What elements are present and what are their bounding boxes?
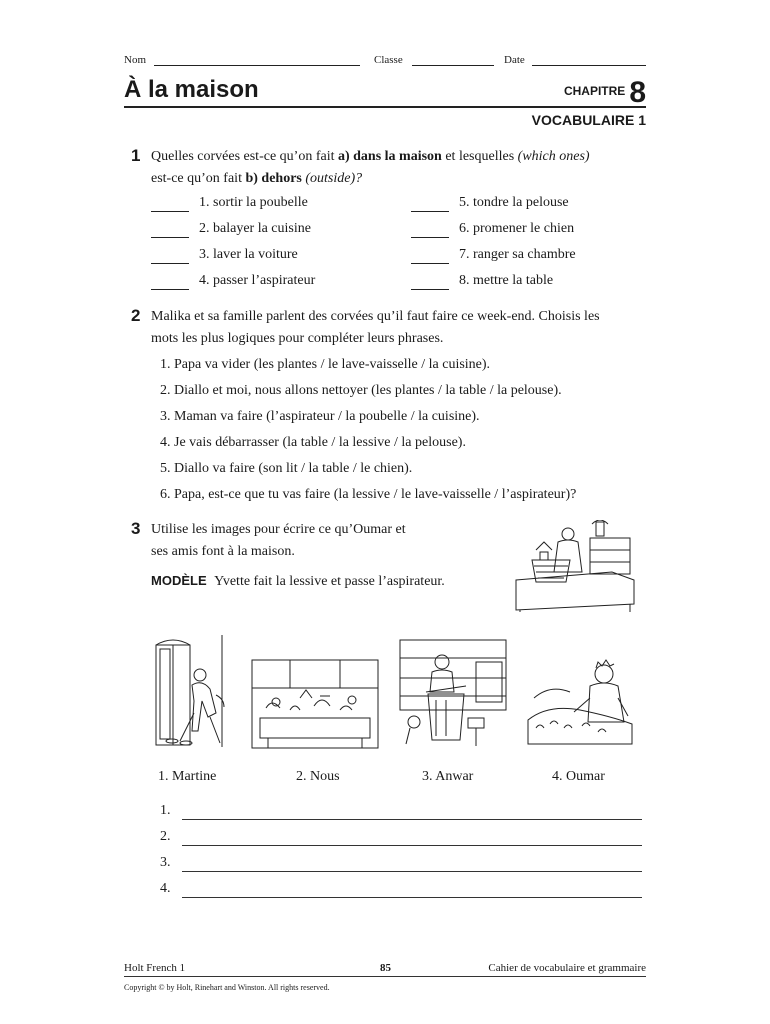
- list-item: [151, 273, 315, 299]
- list-item: 4. Je vais débarrasser (la table / la lessive / la pelouse).: [160, 435, 466, 450]
- caption-nous: 2. Nous: [296, 769, 340, 784]
- list-item: 6. Papa, est-ce que tu vas faire (la lessive / le lave-vaisselle / l’aspirateur)?: [160, 487, 577, 502]
- exercise-2-items: [160, 352, 576, 508]
- list-item: [151, 247, 315, 273]
- chapter-label: [564, 76, 646, 110]
- ex1-text: Quelles corvées est-ce qu’on fait: [151, 149, 338, 164]
- model-sentence: [151, 570, 445, 593]
- ex1-text: (which ones): [517, 149, 590, 164]
- caption-martine: 1. Martine: [158, 769, 217, 784]
- answer-blank[interactable]: [411, 221, 449, 238]
- anwar-illustration: [398, 638, 508, 750]
- list-item: [411, 273, 576, 299]
- exercise-3-number: 3: [131, 519, 141, 538]
- page-title: À la maison: [124, 76, 259, 103]
- ex1-text: (outside)?: [301, 171, 363, 186]
- exercise-3-instructions: [151, 519, 471, 563]
- answer-line-4[interactable]: [182, 897, 642, 898]
- model-illustration: [512, 520, 638, 612]
- answer-blank[interactable]: [151, 273, 189, 290]
- list-item-label: 8. mettre la table: [459, 273, 554, 288]
- date-field[interactable]: [532, 54, 646, 66]
- list-item-label: 5. tondre la pelouse: [459, 195, 569, 210]
- classe-label: Classe: [374, 54, 403, 66]
- exercise-2-instructions: [151, 306, 651, 350]
- list-item: 1. Papa va vider (les plantes / le lave-vaisselle / la cuisine).: [160, 357, 491, 372]
- list-item: [151, 195, 315, 221]
- answer-blank[interactable]: [151, 221, 189, 238]
- answer-number: 3.: [160, 855, 171, 870]
- answer-blank[interactable]: [411, 273, 449, 290]
- list-item: [151, 221, 315, 247]
- section-label: VOCABULAIRE 1: [531, 112, 646, 128]
- list-item-label: 6. promener le chien: [459, 221, 575, 236]
- list-item-label: 1. sortir la poubelle: [199, 195, 308, 210]
- nom-label: Nom: [124, 54, 146, 66]
- list-item: 3. Maman va faire (l’aspirateur / la poubelle / la cuisine).: [160, 409, 480, 424]
- list-item: 5. Diallo va faire (son lit / la table / le chien).: [160, 461, 413, 476]
- ex1-text: a) dans la maison: [337, 149, 442, 164]
- footer-book-title: Holt French 1: [124, 962, 186, 974]
- nom-field[interactable]: [154, 54, 360, 66]
- date-label: Date: [504, 54, 525, 66]
- list-item-label: 4. passer l’aspirateur: [199, 273, 316, 288]
- header-rule: [124, 106, 646, 108]
- list-item-label: 2. balayer la cuisine: [199, 221, 311, 236]
- chore-list-left: [151, 195, 315, 299]
- ex1-text: est-ce qu’on fait: [151, 171, 246, 186]
- chore-list-right: [411, 195, 576, 299]
- exercise-2-number: 2: [131, 306, 141, 325]
- ex2-text: mots les plus logiques pour compléter leurs phrases.: [151, 331, 444, 346]
- copyright: Copyright © by Holt, Rinehart and Winston. All rights reserved.: [124, 983, 330, 992]
- answer-line-3[interactable]: [182, 871, 642, 872]
- caption-oumar: 4. Oumar: [552, 769, 605, 784]
- answer-number: 4.: [160, 881, 171, 896]
- list-item: [411, 221, 576, 247]
- ex3-text: Utilise les images pour écrire ce qu’Oumar et: [151, 522, 406, 537]
- page-number: 85: [380, 962, 391, 974]
- chapitre-label: CHAPITRE: [563, 84, 626, 98]
- martine-illustration: [152, 635, 232, 750]
- exercise-1-instructions: [151, 146, 651, 190]
- answer-blank[interactable]: [411, 195, 449, 212]
- footer-rule: [124, 976, 646, 977]
- answer-line-2[interactable]: [182, 845, 642, 846]
- classe-field[interactable]: [412, 54, 494, 66]
- answer-blank[interactable]: [411, 247, 449, 264]
- answer-number: 1.: [160, 803, 171, 818]
- answer-line-1[interactable]: [182, 819, 642, 820]
- chapitre-number: 8: [629, 76, 646, 109]
- list-item: [411, 247, 576, 273]
- ex1-text: b) dehors: [245, 171, 302, 186]
- ex3-text: ses amis font à la maison.: [151, 544, 295, 559]
- model-text: Yvette fait la lessive et passe l’aspirateur.: [214, 574, 445, 589]
- list-item-label: 3. laver la voiture: [199, 247, 298, 262]
- list-item-label: 7. ranger sa chambre: [459, 247, 576, 262]
- answer-number: 2.: [160, 829, 171, 844]
- list-item: 2. Diallo et moi, nous allons nettoyer (les plantes / la table / la pelouse).: [160, 383, 562, 398]
- oumar-illustration: [524, 658, 636, 750]
- answer-blank[interactable]: [151, 195, 189, 212]
- caption-anwar: 3. Anwar: [422, 769, 474, 784]
- footer-workbook-title: Cahier de vocabulaire et grammaire: [488, 962, 646, 974]
- answer-blank[interactable]: [151, 247, 189, 264]
- ex1-text: et lesquelles: [441, 149, 518, 164]
- model-label: MODÈLE: [151, 573, 207, 588]
- exercise-1-number: 1: [131, 146, 141, 165]
- list-item: [411, 195, 576, 221]
- nous-illustration: [250, 658, 380, 750]
- ex2-text: Malika et sa famille parlent des corvées qu’il faut faire ce week-end. Choisis les: [151, 309, 600, 324]
